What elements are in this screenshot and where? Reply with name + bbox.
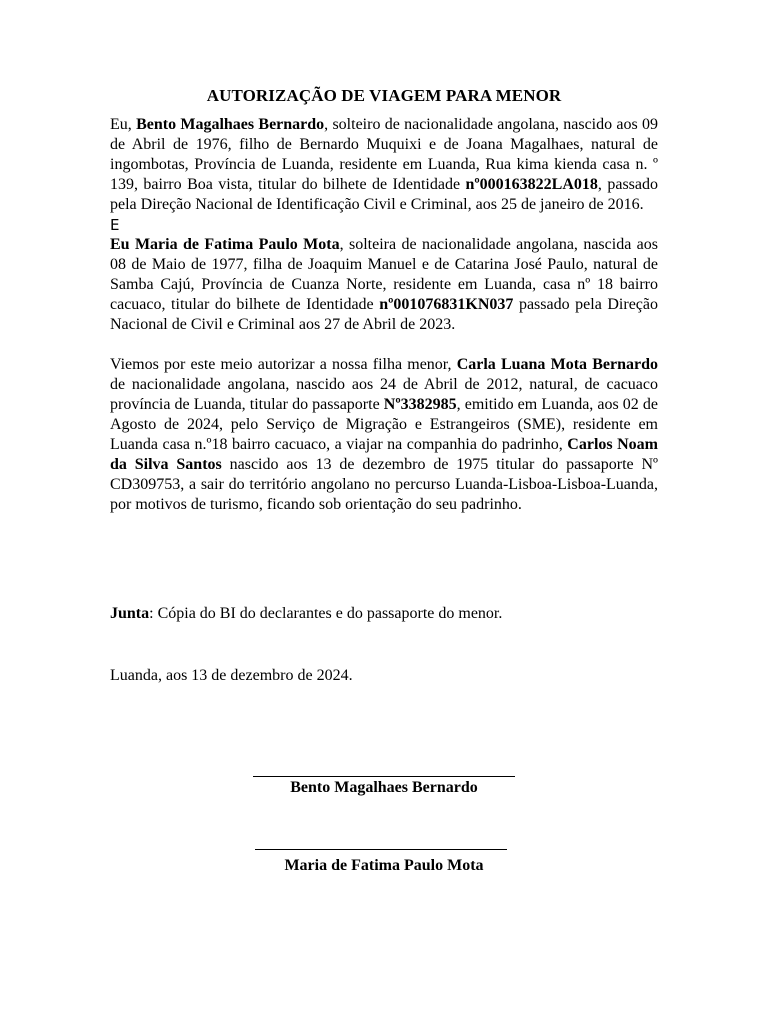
mother-id-number: nº001076831KN037 xyxy=(379,296,514,313)
attachments-text: : Cópia do BI do declarantes e do passaporte do menor. xyxy=(149,605,503,622)
p1-text-a: Eu, xyxy=(110,116,137,133)
minor-passport-number: Nº3382985 xyxy=(383,396,457,413)
separator-e: E xyxy=(110,216,120,234)
signature-name-father: Bento Magalhaes Bernardo xyxy=(290,779,478,796)
paragraph-gap xyxy=(110,335,658,355)
signature-name-mother: Maria de Fatima Paulo Mota xyxy=(284,857,484,874)
p2-text-a: , solteira de nacionalidade angolana, nascida aos 08 de Maio de 1977, filha de Joaquim Manuel e de Catarina José Paulo, natural de Samba Cajú, Província de Cuanza Norte, residente em Luanda, casa nº 18 bairro cacuaco, titular do bilhete de Identidade xyxy=(110,236,659,313)
p1-text-b: , solteiro de nacionalidade angolana, nascido aos 09 de Abril de 1976, filho de Bernardo Muquixi e de Joana Magalhaes, natural de ingombotas, Província de Luanda, residente em Luanda, Rua kima kienda casa n. º 139, bairro Boa vista, titular do bilhete de Identidade xyxy=(110,116,659,193)
mother-name: Eu Maria de Fatima Paulo Mota xyxy=(110,236,340,253)
document-body xyxy=(110,115,658,515)
signature-line-mother xyxy=(255,849,507,850)
father-id-number: nº000163822LA018 xyxy=(465,176,598,193)
father-name: Bento Magalhaes Bernardo xyxy=(136,116,325,133)
signature-line-father xyxy=(253,776,515,777)
attachments-label: Junta xyxy=(110,605,150,622)
p1-text-c: , passado pela Direção Nacional de Identificação Civil e Criminal, aos 25 de janeiro de 2016. xyxy=(110,176,658,213)
paragraph-father xyxy=(110,115,658,215)
godfather-name: Carlos Noam da Silva Santos xyxy=(110,436,658,473)
paragraph-authorization xyxy=(110,355,658,515)
p3-text-a: Viemos por este meio autorizar a nossa filha menor, xyxy=(110,356,457,373)
minor-name: Carla Luana Mota Bernardo xyxy=(456,356,658,373)
p3-text-d: nascido aos 13 de dezembro de 1975 titular do passaporte Nº CD309753, a sair do território angolano no percurso Luanda-Lisboa-Lisboa-Luanda, por motivos de turismo, ficando sob orientação do seu padrinho. xyxy=(110,456,658,513)
p3-text-b: de nacionalidade angolana, nascido aos 24 de Abril de 2012, natural, de cacuaco província de Luanda, titular do passaporte xyxy=(110,376,658,413)
document-title: AUTORIZAÇÃO DE VIAGEM PARA MENOR xyxy=(206,86,562,105)
paragraph-mother xyxy=(110,235,658,335)
p2-text-b: passado pela Direção Nacional de Civil e Criminal aos 27 de Abril de 2023. xyxy=(110,296,659,333)
place-date-line: Luanda, aos 13 de dezembro de 2024. xyxy=(110,667,353,684)
attachments-line xyxy=(110,604,658,624)
p3-text-c: , emitido em Luanda, aos 02 de Agosto de 2024, pelo Serviço de Migração e Estrangeiros (SME), residente em Luanda casa n.º18 bairro cacuaco, a viajar na companhia do padrinho, xyxy=(110,396,658,453)
